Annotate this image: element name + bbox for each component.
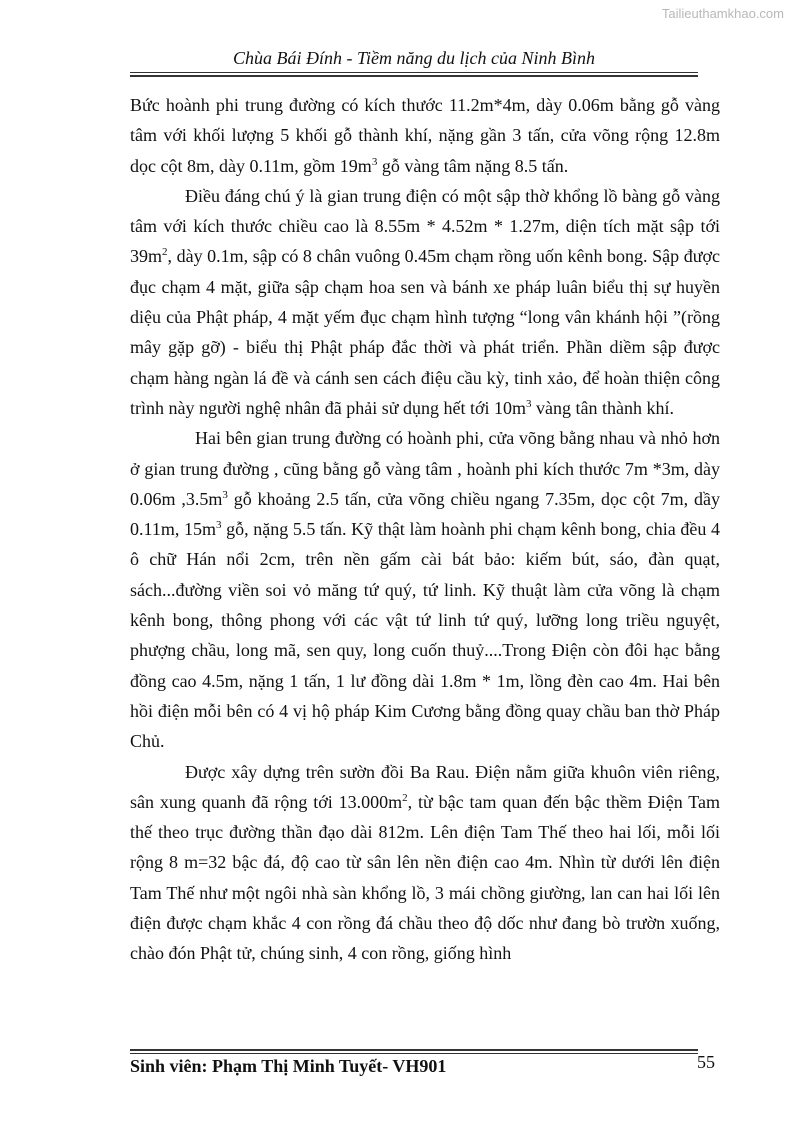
paragraph-sap-tho: Điều đáng chú ý là gian trung điện có một sập thờ khổng lồ bàng gỗ vàng tâm với kích thước chiều cao là 8.55m * 4.52m * 1.27m, diện tích mặt sập tới $39m^2$, dày 0.1m, sập có 8 chân vuông 0.45m chạm rồng uốn kênh bong. Sập được đục chạm 4 mặt, giữa sập chạm hoa sen và bánh xe pháp luân biểu thị sự huyền diệu của Phật pháp, 4 mặt yếm đục chạm hình tượng “long vân khánh hội ”(rồng mây gặp gỡ) - biểu thị Phật pháp đắc thời và phát triển. Phần diềm sập được chạm hàng ngàn lá đề và cánh sen cách điệu cầu kỳ, tinh xảo, để hoàn thiện công trình này người nghệ nhân đã phải sử dụng hết tới $10m^3$ vàng tân thành khí. (130, 185, 720, 418)
page-number: 55 (697, 1052, 715, 1072)
paragraph-dien-tam-the: Được xây dựng trên sườn đồi Ba Rau. Điện nằm giữa khuôn viên riêng, sân xung quanh đã rộng tới $13.000m^2$, từ bậc tam quan đến bậc thềm Điện Tam thế theo trục đường thần đạo dài 812m. Lên điện Tam Thế theo hai lối, mỗi lối rộng 8 m=32 bậc đá, độ cao từ sân lên nền điện cao 4m. Nhìn từ dưới lên điện Tam Thế như một ngôi nhà sàn khổng lồ, 3 mái chồng giường, lan can hai lối lên điện được chạm khắc 4 con rồng đá chầu theo độ dốc như đang bò trườn xuống, chào đón Phật tử, chúng sinh, 4 con rồng, giống hình (130, 761, 720, 964)
footer-divider-thick (130, 1049, 698, 1051)
superscript: 3 (222, 488, 228, 501)
page-body (130, 90, 720, 969)
header-divider-thin (130, 72, 698, 73)
footer-author: Sinh viên: Phạm Thị Minh Tuyết- VH901 (130, 1056, 447, 1076)
paragraph-hai-ben-gian: Hai bên gian trung đường có hoành phi, cửa võng bằng nhau và nhỏ hơn ở gian trung đường , cũng bằng gỗ vàng tâm , hoành phi kích thước 7m *3m, dày 0.06m $,3.5m^3$ gỗ khoảng 2.5 tấn, cửa võng chiều ngang 7.35m, dọc cột 7m, dầy 0.11m, $15m^3$ gỗ, nặng 5.5 tấn. Kỹ thật làm hoành phi chạm kênh bong, chia đều 4 ô chữ Hán nổi 2cm, trên nền gấm cài bát bảo: kiếm bút, sáo, đàn quạt, sách...đường viền soi vỏ măng tứ quý, tứ linh. Kỹ thuật làm cửa võng là chạm kênh bong, thông phong với các vật tứ linh tứ quý, lưỡng long triều nguyệt, phượng chầu, long mã, sen quy, long cuốn thuỷ....Trong Điện còn đôi hạc bằng đồng cao 4.5m, nặng 1 tấn, 1 lư đồng dài 1.8m * 1m, lồng đèn cao 4m. Hai bên hồi điện mỗi bên có 4 vị hộ pháp Kim Cương bằng đồng quay chầu ban thờ Pháp Chủ. (130, 428, 720, 752)
superscript: 3 (526, 397, 532, 410)
superscript: 2 (162, 246, 168, 259)
superscript: 3 (371, 155, 378, 168)
superscript: 3 (215, 519, 222, 532)
running-header-title: Chùa Bái Đính - Tiềm năng du lịch của Ninh Bình (233, 48, 595, 68)
paragraph-hoanh-phi: Bức hoành phi trung đường có kích thước 11.2m*4m, dày 0.06m bằng gỗ vàng tâm với khối lượng 5 khối gỗ thành khí, nặng gần 3 tấn, cửa võng rộng 12.8m dọc cột 8m, dày 0.11m, gồm $19m^3$ gỗ vàng tâm nặng 8.5 tấn. (130, 95, 720, 176)
header-divider-thick (130, 75, 698, 77)
footer-divider-thin (130, 1053, 698, 1054)
watermark-text: Tailieuthamkhao.com (661, 6, 784, 21)
superscript: 2 (402, 791, 408, 804)
